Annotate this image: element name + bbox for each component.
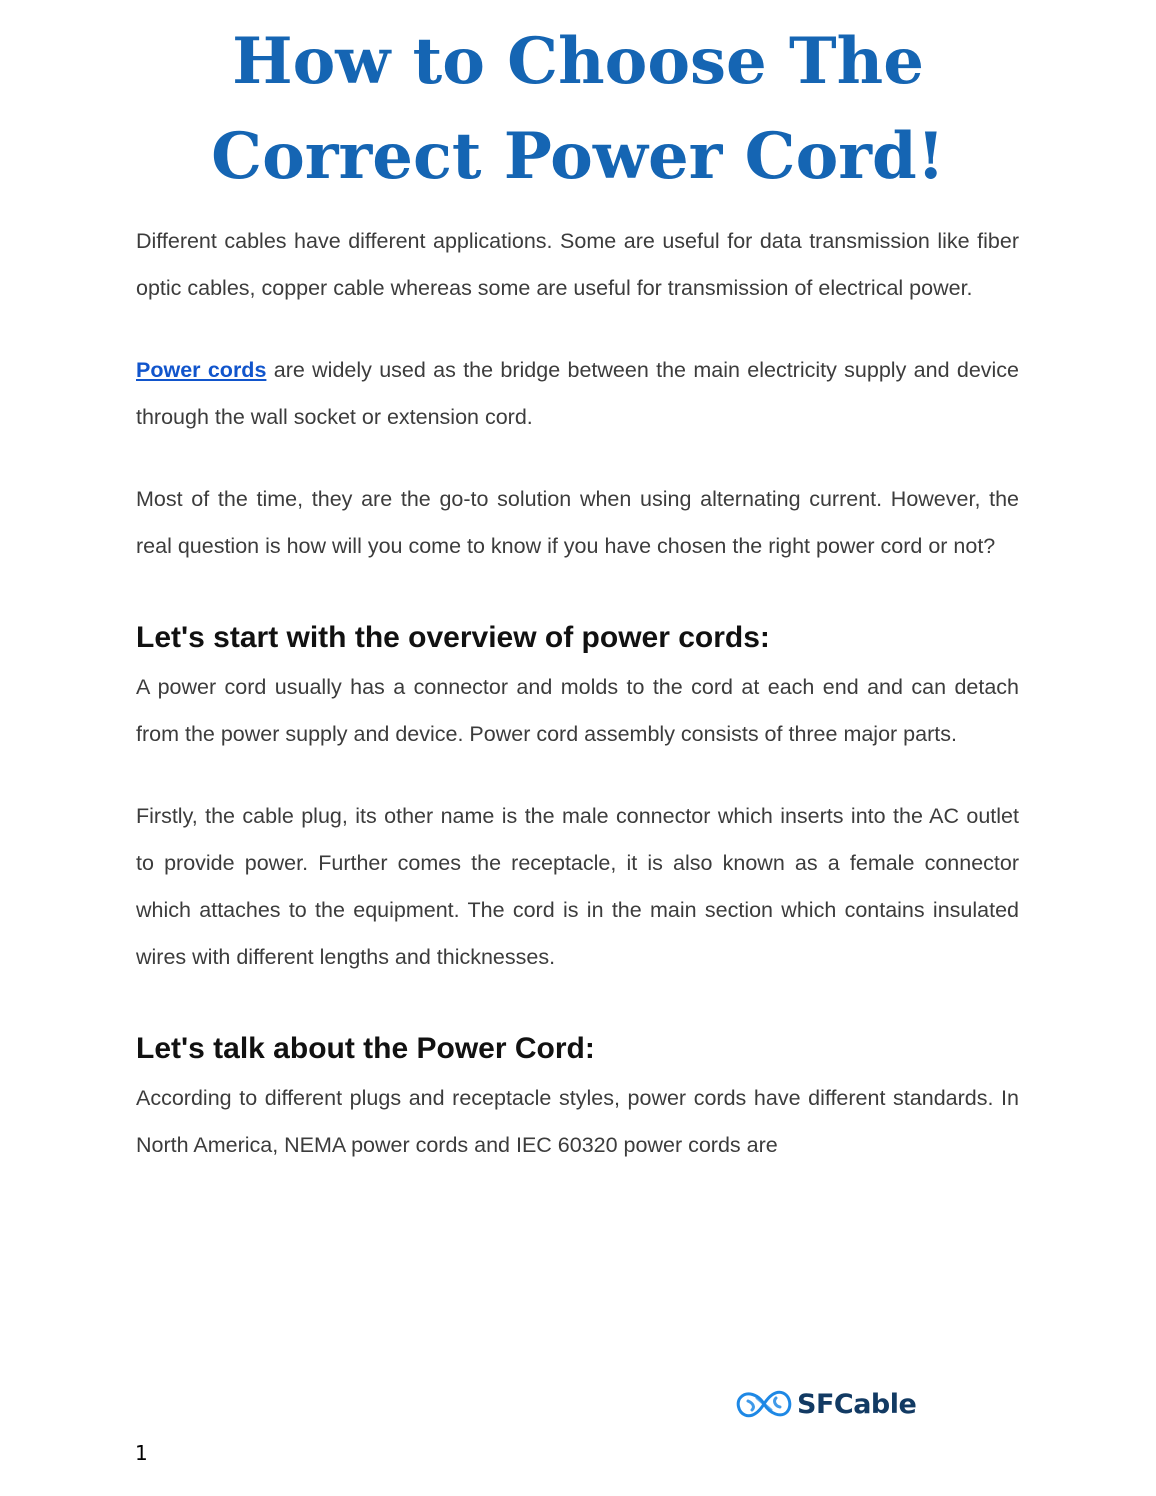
overview-heading: Let's start with the overview of power cords: [136,621,770,654]
document-body [136,218,1019,1204]
standards-paragraph: According to different plugs and receptacle styles, power cords have different standards. In North America, NEMA power cords and IEC 60320 power cords are [136,1086,1019,1157]
title-line-1: How to Choose The [232,24,924,99]
document-title [0,14,1156,204]
sfcable-logo [733,1384,916,1424]
intro-paragraph: Different cables have different applications. Some are useful for data transmission like fiber optic cables, copper cable whereas some are useful for transmission of electrical power. [136,229,1019,300]
power-cords-link[interactable]: Power cords [136,358,267,382]
power-cord-heading: Let's talk about the Power Cord: [136,1032,595,1065]
logo-text: SFCable [797,1388,917,1420]
overview-paragraph-1: A power cord usually has a connector and molds to the cord at each end and can detach from the power supply and device. Power cord assembly consists of three major parts. [136,675,1019,746]
overview-paragraph-2: Firstly, the cable plug, its other name is the male connector which inserts into the AC outlet to provide power. Further comes the receptacle, it is also known as a female connector which attaches to the equipment. The cord is in the main section which contains insulated wires with different lengths and thicknesses. [136,804,1019,969]
page-number: 1 [135,1441,148,1465]
alternating-current-paragraph: Most of the time, they are the go-to solution when using alternating current. However, the real question is how will you come to know if you have chosen the right power cord or not? [136,487,1019,558]
power-cords-paragraph-text: are widely used as the bridge between the main electricity supply and device through the wall socket or extension cord. [136,358,1020,429]
power-cords-paragraph [136,347,1019,441]
infinity-cable-icon [733,1386,795,1422]
title-line-2: Correct Power Cord! [211,119,945,194]
